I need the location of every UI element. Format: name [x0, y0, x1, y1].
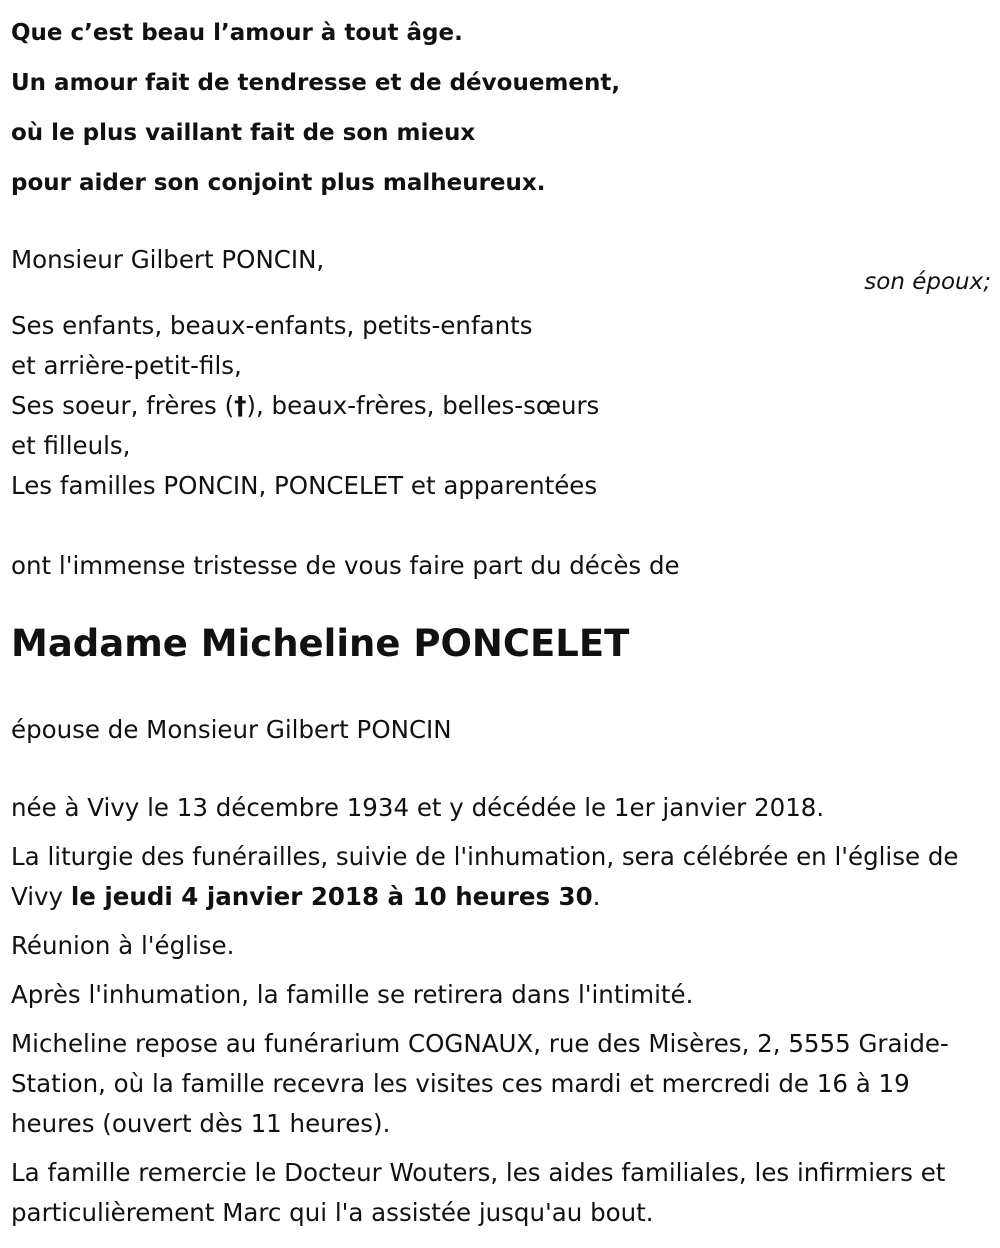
obituary-page	[11, 0, 991, 1233]
family-line-great-grandson: et arrière-petit-fils,	[11, 351, 242, 380]
announcement: ont l'immense tristesse de vous faire part du décès de	[11, 551, 680, 580]
liturgy-end: .	[592, 882, 601, 911]
siblings-text-before: Ses soeur, frères (	[11, 391, 235, 420]
family-line-children: Ses enfants, beaux-enfants, petits-enfants	[11, 311, 533, 340]
poem-line-3: où le plus vaillant fait de son mieux	[11, 120, 476, 146]
liturgy-paragraph	[11, 837, 991, 917]
birth-death: née à Vivy le 13 décembre 1934 et y décédée le 1er janvier 2018.	[11, 793, 825, 822]
spouse-block	[11, 240, 991, 295]
spouse-role: son époux;	[864, 269, 991, 295]
liturgy-date-time: le jeudi 4 janvier 2018 à 10 heures 30	[70, 882, 593, 911]
thanks-paragraph: La famille remercie le Docteur Wouters, les aides familiales, les infirmiers et particulièrement Marc qui l'a assistée jusqu'au bout.	[11, 1158, 946, 1227]
spouse-name: Monsieur Gilbert PONCIN,	[11, 245, 325, 274]
family-line-families: Les familles PONCIN, PONCELET et apparentées	[11, 471, 598, 500]
after-paragraph: Après l'inhumation, la famille se retirera dans l'intimité.	[11, 980, 694, 1009]
cross-icon: †	[234, 391, 247, 420]
poem-line-1: Que c’est beau l’amour à tout âge.	[11, 20, 463, 46]
liturgy-text: La liturgie des funérailles, suivie de l'inhumation, sera célébrée en l'église de Vivy	[11, 842, 959, 911]
family-list	[11, 306, 991, 506]
spouse-of: épouse de Monsieur Gilbert PONCIN	[11, 715, 452, 744]
poem-line-2: Un amour fait de tendresse et de dévouement,	[11, 70, 621, 96]
family-line-siblings	[11, 386, 991, 426]
family-line-godchildren: et filleuls,	[11, 431, 131, 460]
deceased-name: Madame Micheline PONCELET	[11, 622, 630, 665]
siblings-text-after: ), beaux-frères, belles-sœurs	[246, 391, 600, 420]
poem	[11, 8, 991, 208]
poem-line-4: pour aider son conjoint plus malheureux.	[11, 170, 546, 196]
funeral-home-paragraph: Micheline repose au funérarium COGNAUX, rue des Misères, 2, 5555 Graide-Station, où la famille recevra les visites ces mardi et mercredi de 16 à 19 heures (ouvert dès 11 heures).	[11, 1029, 949, 1138]
meeting-paragraph: Réunion à l'église.	[11, 931, 235, 960]
